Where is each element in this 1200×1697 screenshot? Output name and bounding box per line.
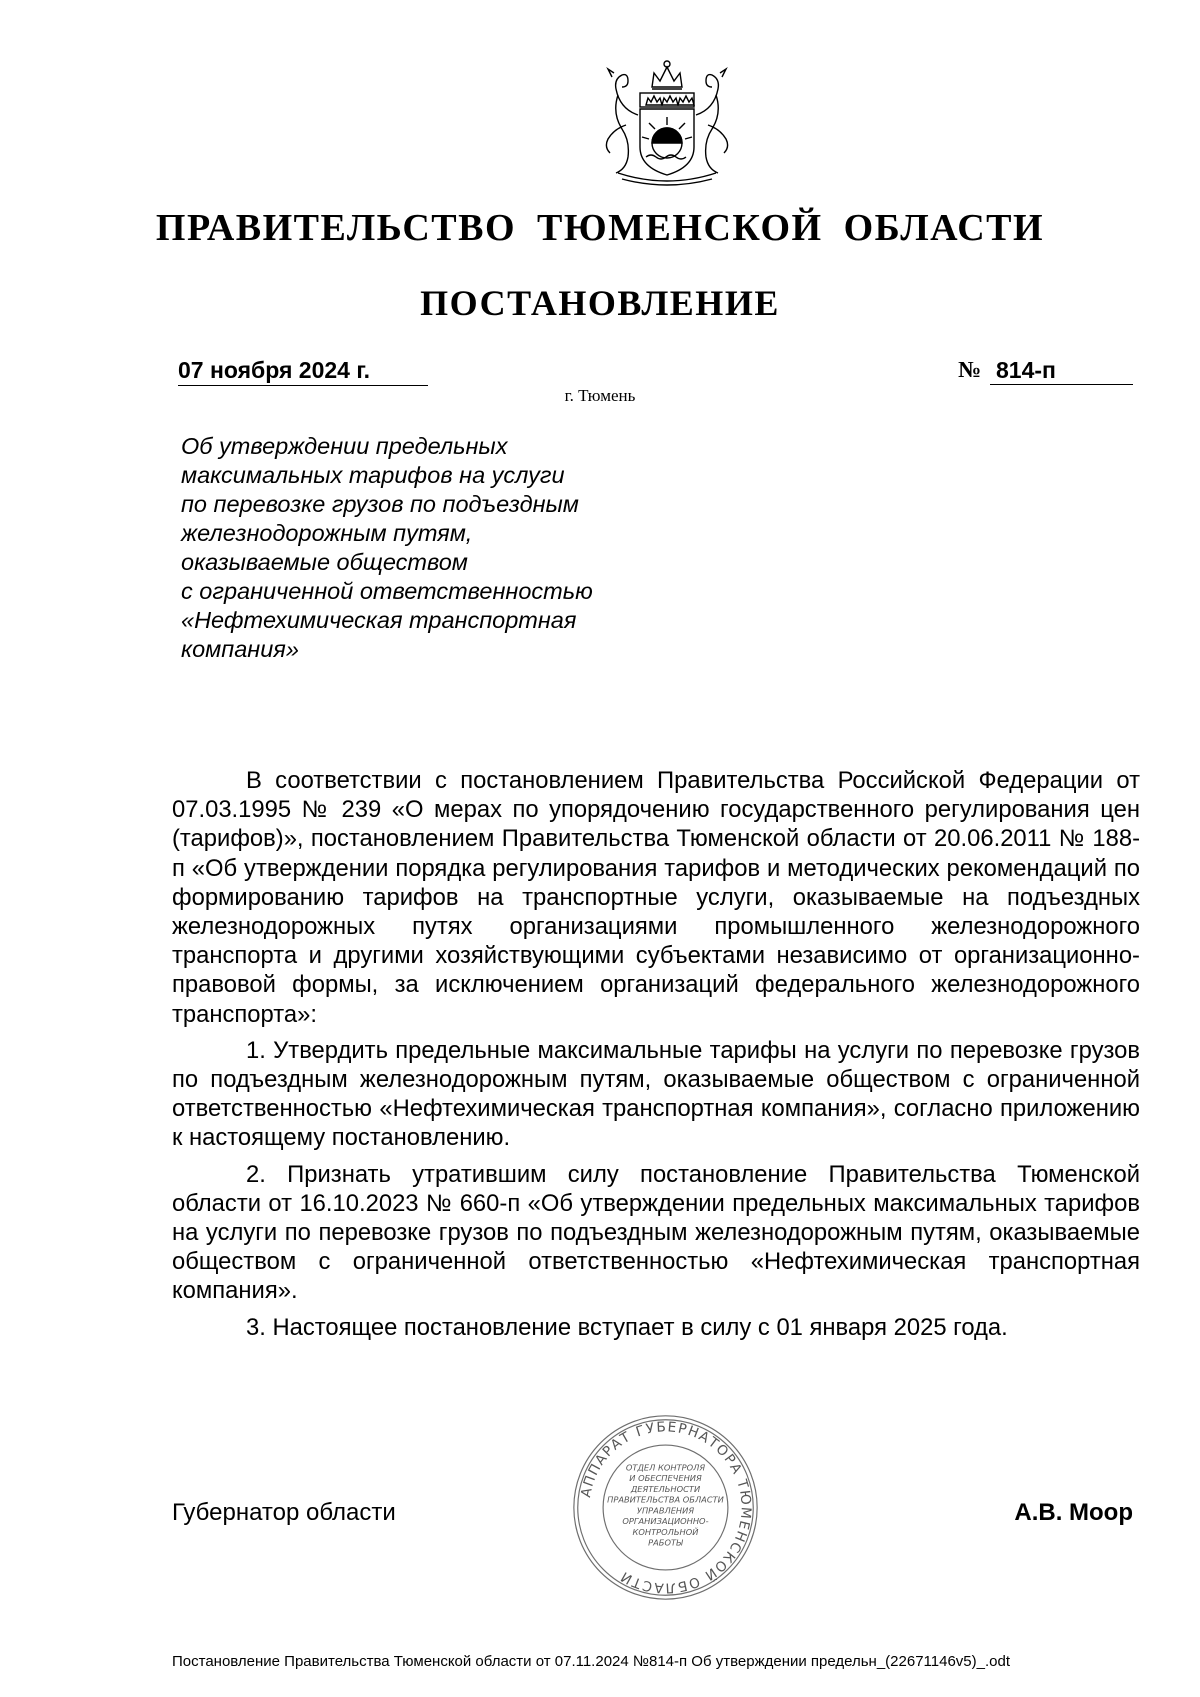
document-date: 07 ноября 2024 г. (178, 355, 428, 386)
government-title: ПРАВИТЕЛЬСТВО ТЮМЕНСКОЙ ОБЛАСТИ (155, 207, 1045, 249)
subject-line: компания» (181, 636, 299, 662)
official-stamp-icon (568, 1410, 763, 1605)
svg-text:ОТДЕЛ КОНТРОЛЯ: ОТДЕЛ КОНТРОЛЯ (625, 1462, 706, 1473)
subject-line: оказываемые обществом (181, 549, 468, 575)
coat-of-arms-icon (582, 55, 752, 190)
svg-text:КОНТРОЛЬНОЙ: КОНТРОЛЬНОЙ (632, 1526, 699, 1537)
subject-line: Об утверждении предельных (181, 433, 508, 459)
svg-text:ДЕЯТЕЛЬНОСТИ: ДЕЯТЕЛЬНОСТИ (630, 1483, 701, 1494)
footer-filename: Постановление Правительства Тюменской области от 07.11.2024 №814-п Об утверждении предельн_(22671146v5)_.odt (172, 1653, 1010, 1670)
subject-line: по перевозке грузов по подъездным (181, 491, 579, 517)
document-type: ПОСТАНОВЛЕНИЕ (420, 283, 780, 323)
document-number: 814-п (990, 355, 1133, 385)
svg-text:ПРАВИТЕЛЬСТВА ОБЛАСТИ: ПРАВИТЕЛЬСТВА ОБЛАСТИ (607, 1494, 724, 1505)
svg-text:УПРАВЛЕНИЯ: УПРАВЛЕНИЯ (636, 1505, 695, 1516)
subject-line: с ограниченной ответственностью (181, 578, 593, 604)
subject-line: железнодорожным путям, (181, 520, 473, 546)
item-2-paragraph: 2. Признать утратившим силу постановление Правительства Тюменской области от 16.10.2023 № 660-п «Об утверждении предельных максимальных тарифов на услуги по перевозке грузов по подъездным железнодорожным путям, оказываемые обществом с ограниченной ответственностью «Нефтехимическая транспортная компания». (172, 1160, 1140, 1305)
document-body (172, 766, 1140, 1342)
svg-text:АППАРАТ ГУБЕРНАТОРА ТЮМЕНСКОЙ: АППАРАТ ГУБЕРНАТОРА ТЮМЕНСКОЙ ОБЛАСТИ (578, 1419, 754, 1596)
city: г. Тюмень (564, 386, 636, 405)
number-label: № (958, 357, 982, 382)
svg-text:РАБОТЫ: РАБОТЫ (648, 1537, 683, 1548)
signer-position: Губернатор области (172, 1499, 396, 1526)
signer-name: А.В. Моор (1014, 1499, 1133, 1526)
item-1-paragraph: 1. Утвердить предельные максимальные тарифы на услуги по перевозке грузов по подъездным железнодорожным путям, оказываемые обществом с ограниченной ответственностью «Нефтехимическая транспортная компания», согласно приложению к настоящему постановлению. (172, 1036, 1140, 1152)
svg-text:ОРГАНИЗАЦИОННО-: ОРГАНИЗАЦИОННО- (622, 1516, 709, 1527)
svg-text:И ОБЕСПЕЧЕНИЯ: И ОБЕСПЕЧЕНИЯ (629, 1473, 702, 1484)
item-3-paragraph: 3. Настоящее постановление вступает в силу с 01 января 2025 года. (246, 1313, 1008, 1341)
preamble-paragraph: В соответствии с постановлением Правительства Российской Федерации от 07.03.1995 № 239 «О мерах по упорядочению государственного регулирования цен (тарифов)», постановлением Правительства Тюменской области от 20.06.2011 № 188-п «Об утверждении порядка регулирования тарифов и методических рекомендаций по формированию тарифов на транспортные услуги, оказываемые на подъездных железнодорожных путях организациями промышленного железнодорожного транспорта и другими хозяйствующими субъектами независимо от организационно-правовой формы, за исключением организаций федерального железнодорожного транспорта»: (172, 767, 1140, 1028)
document-subject (181, 432, 651, 664)
subject-line: «Нефтехимическая транспортная (181, 607, 577, 633)
subject-line: максимальных тарифов на услуги (181, 462, 565, 488)
